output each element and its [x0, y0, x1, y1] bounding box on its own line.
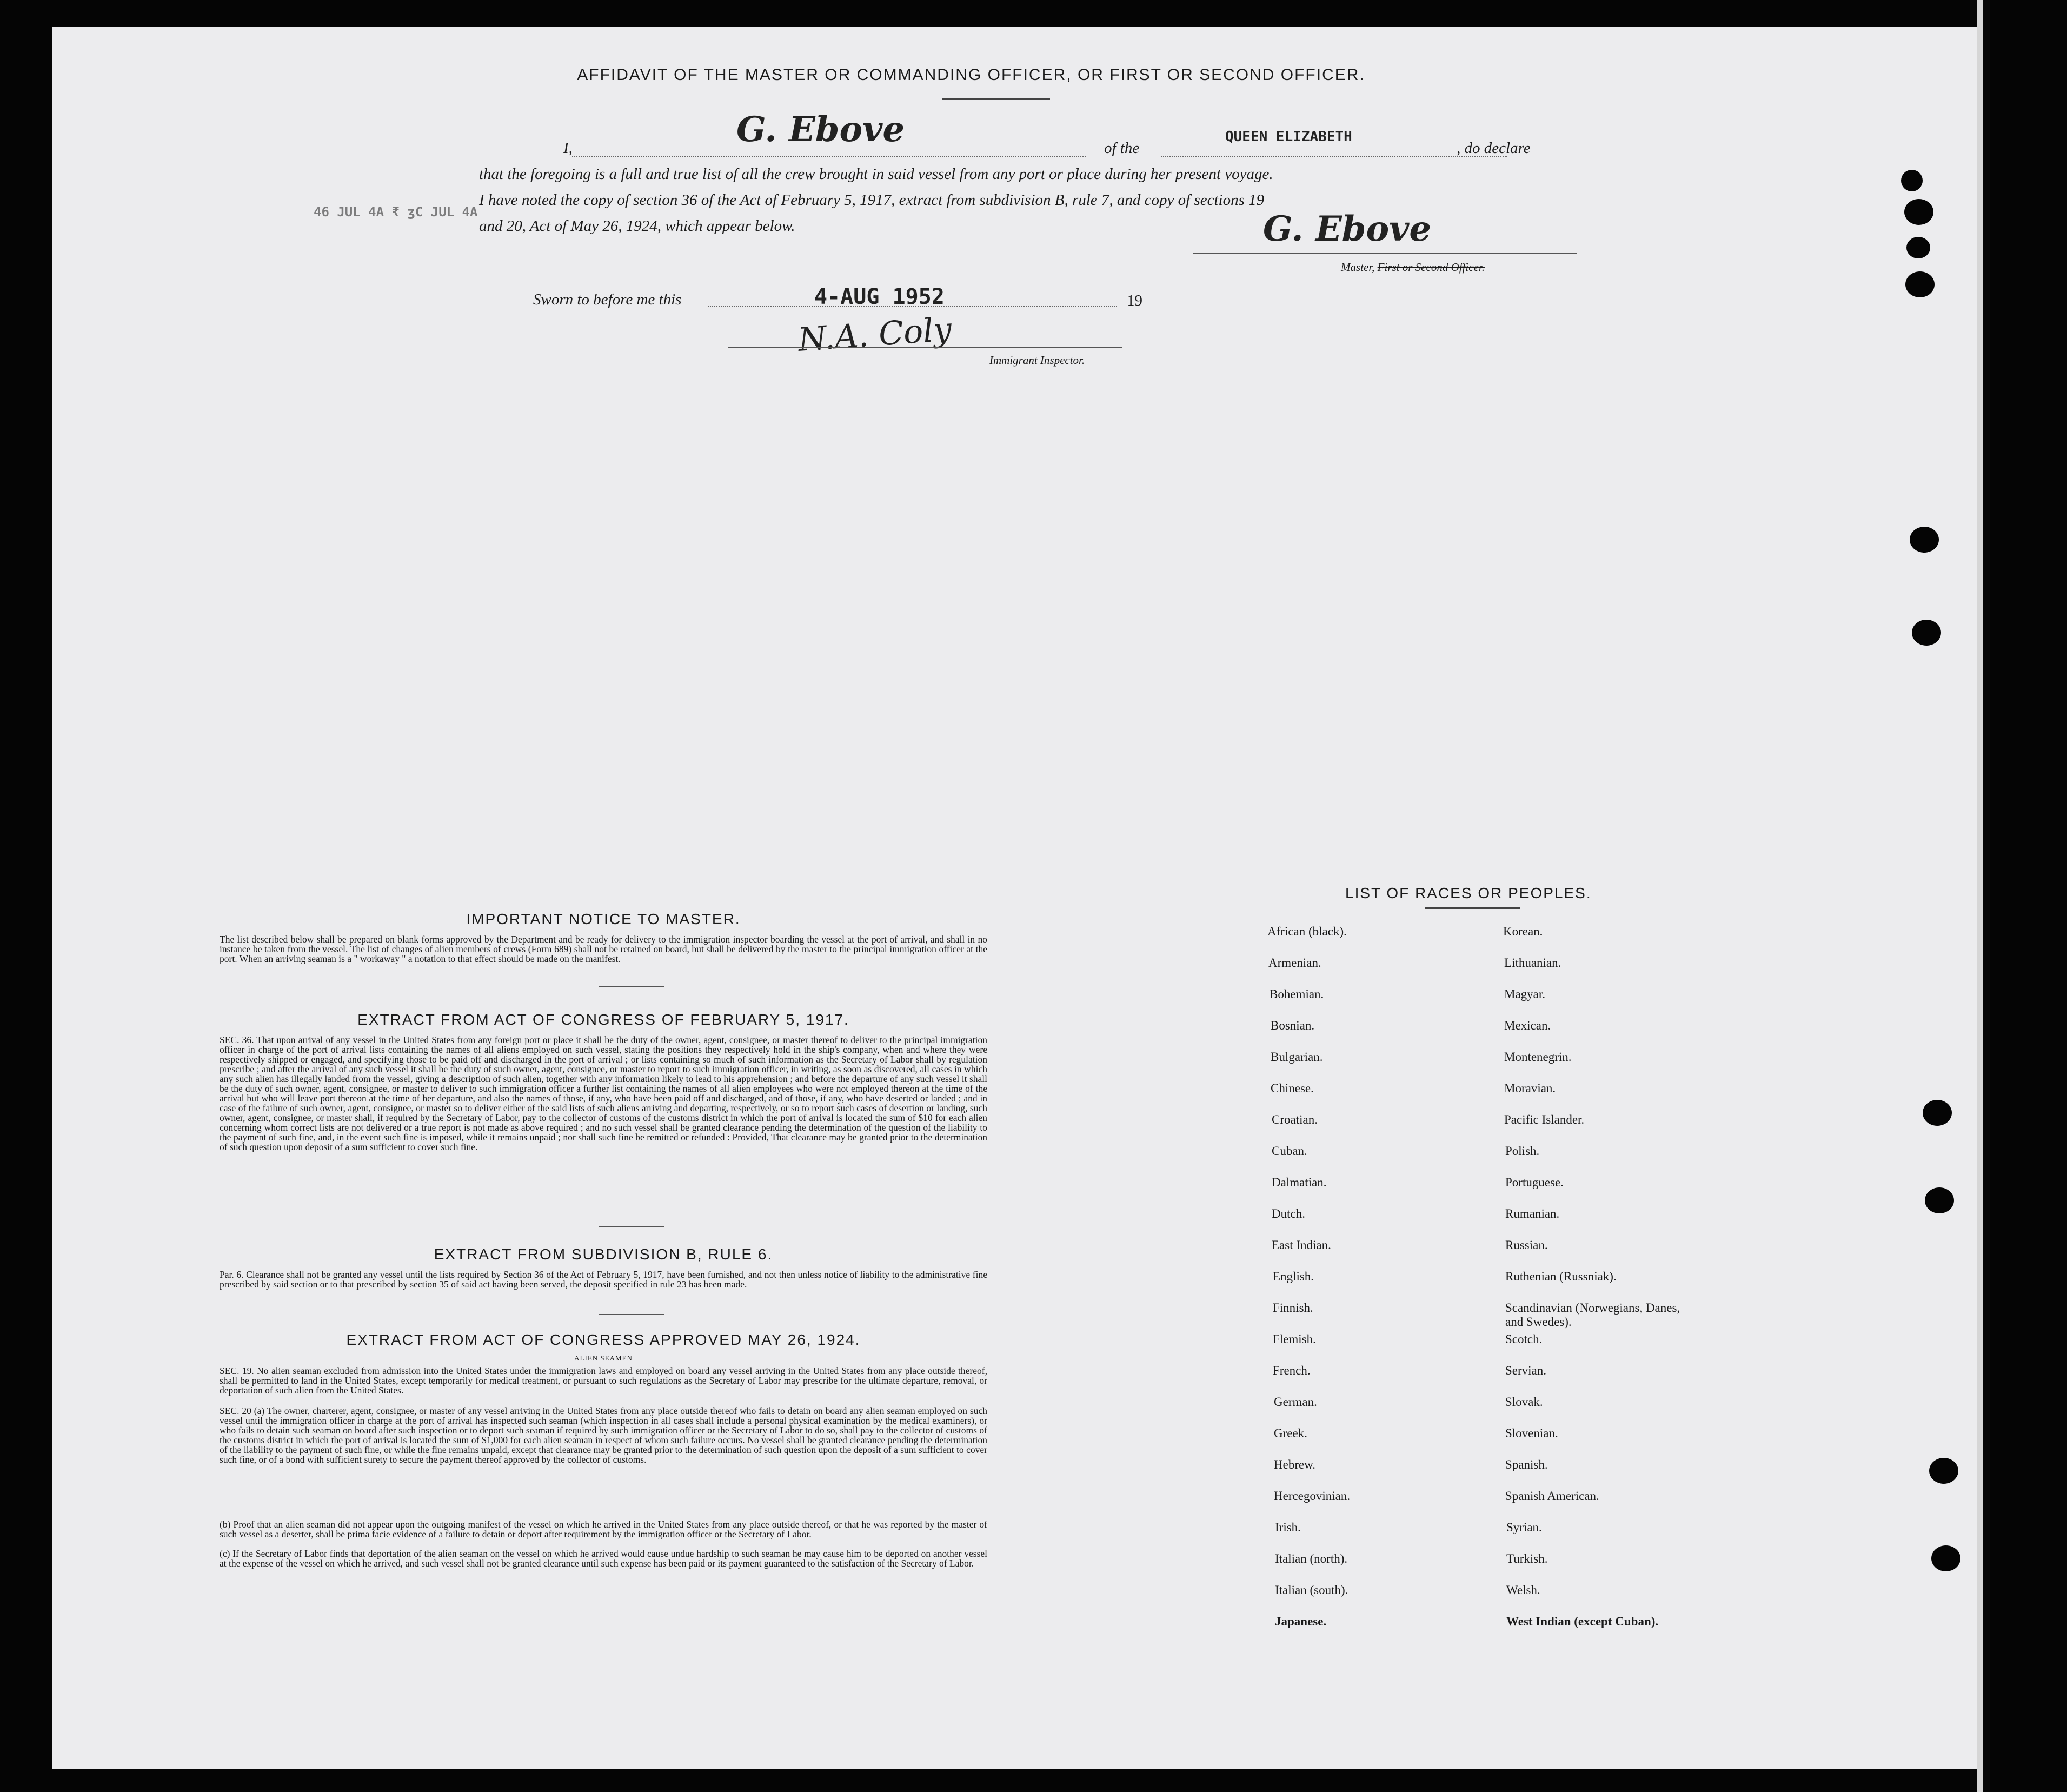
races-title-rule: [1425, 907, 1520, 909]
name-underline: [572, 156, 1086, 157]
race-item: Moravian.: [1504, 1081, 1556, 1095]
race-item: Pacific Islander.: [1504, 1113, 1585, 1126]
faint-received-stamp: 46 JUL 4A ₹ ʒC JUL 4A: [314, 204, 478, 220]
race-item: African (black).: [1267, 925, 1347, 938]
race-item: Armenian.: [1268, 956, 1321, 970]
race-item: Croatian.: [1272, 1113, 1318, 1126]
race-item: Syrian.: [1506, 1521, 1542, 1534]
punch-hole: [1906, 237, 1930, 258]
race-item: Dalmatian.: [1272, 1176, 1327, 1189]
punch-hole: [1905, 271, 1935, 297]
subdivision-b-rule: [599, 1314, 664, 1315]
inspector-signature: N.A. Coly: [796, 310, 953, 359]
notice-body: The list described below shall be prepared on blank forms approved by the Department and be ready for delivery to the immigration inspector boarding the vessel at the port of arrival, and shall in no instance be taken from the vessel. The list of changes of alien members of crews (Form 689) shall not be retained on board, but shall be delivered by the master to the principal immigration officer at the port. When an arriving seaman is a " workaway " a notation to that effect should be made on the manifest.: [220, 934, 987, 964]
race-item: Italian (north).: [1275, 1552, 1348, 1565]
punch-hole: [1901, 170, 1923, 191]
race-item: Russian.: [1505, 1238, 1548, 1252]
extract-1924-title: EXTRACT FROM ACT OF CONGRESS APPROVED MAY 26, 1924.: [346, 1331, 861, 1348]
race-item: Rumanian.: [1505, 1207, 1560, 1220]
race-item: Bohemian.: [1270, 987, 1324, 1001]
race-item: Servian.: [1505, 1364, 1547, 1377]
race-item: Slovenian.: [1505, 1426, 1558, 1440]
master-signature-line: [1193, 253, 1577, 254]
scan-edge: [1977, 0, 1983, 1792]
master-label: [1341, 261, 1485, 274]
declaration-line-4: and 20, Act of May 26, 1924, which appear below.: [479, 217, 795, 235]
race-item: Scandinavian (Norwegians, Danes, and Swedes).: [1505, 1301, 1680, 1329]
race-item: Slovak.: [1505, 1395, 1543, 1409]
year-label: 19: [1127, 292, 1142, 309]
race-item: Korean.: [1503, 925, 1543, 938]
title-rule: [942, 98, 1050, 100]
race-item: Hercegovinian.: [1274, 1489, 1351, 1503]
race-item: Turkish.: [1506, 1552, 1548, 1565]
race-item: Greek.: [1274, 1426, 1307, 1440]
affidavit-title: AFFIDAVIT OF THE MASTER OR COMMANDING OFFICER, OR FIRST OR SECOND OFFICER.: [577, 66, 1365, 84]
master-label-text: Master,: [1341, 261, 1375, 274]
declaration-line-2: that the foregoing is a full and true list of all the crew brought in said vessel from any port or place during her present voyage.: [479, 165, 1273, 183]
race-item: Finnish.: [1273, 1301, 1313, 1315]
extract-1924-sec20b: (b) Proof that an alien seaman did not appear upon the outgoing manifest of the vessel on which he arrived in the United States from any place outside thereof, or that he was reported by the master of such vessel as a deserter, shall be prima facie evidence of a failure to detain or deport after requirement by the immigration officer or the Secretary of Labor.: [220, 1519, 987, 1539]
races-title: LIST OF RACES OR PEOPLES.: [1345, 885, 1592, 901]
race-item: Spanish.: [1505, 1458, 1548, 1471]
race-item: Magyar.: [1504, 987, 1546, 1001]
punch-hole: [1931, 1545, 1960, 1571]
notice-rule: [599, 986, 664, 987]
race-item: East Indian.: [1272, 1238, 1331, 1252]
race-item: Montenegrin.: [1504, 1050, 1572, 1064]
race-item: Ruthenian (Russniak).: [1505, 1270, 1617, 1283]
punch-hole: [1929, 1458, 1958, 1484]
race-item: Irish.: [1275, 1521, 1301, 1534]
declaration-line-3: I have noted the copy of section 36 of the Act of February 5, 1917, extract from subdivision B, rule 7, and copy of sections 19: [479, 191, 1265, 209]
punch-hole: [1925, 1187, 1954, 1213]
extract-1917-title: EXTRACT FROM ACT OF CONGRESS OF FEBRUARY 5, 1917.: [357, 1011, 849, 1028]
race-item: Portuguese.: [1505, 1176, 1564, 1189]
inspector-signature-line: [728, 347, 1122, 348]
notice-title: IMPORTANT NOTICE TO MASTER.: [466, 911, 741, 927]
punch-hole: [1910, 527, 1939, 553]
extract-1924-subtitle: ALIEN SEAMEN: [574, 1354, 633, 1362]
punch-hole: [1904, 199, 1933, 225]
race-item: Flemish.: [1273, 1332, 1316, 1346]
punch-hole: [1923, 1100, 1952, 1126]
race-item: Hebrew.: [1274, 1458, 1316, 1471]
race-item: English.: [1273, 1270, 1314, 1283]
race-item: Welsh.: [1506, 1583, 1540, 1597]
vessel-name: QUEEN ELIZABETH: [1225, 129, 1352, 145]
punch-hole: [1912, 620, 1941, 646]
race-item: Dutch.: [1272, 1207, 1305, 1220]
do-declare-label: , do declare: [1457, 140, 1531, 157]
extract-1924-sec20c: (c) If the Secretary of Labor finds that deportation of the alien seaman on the vessel on which he arrived would cause undue hardship to such seaman he may cause him to be deported on another vessel at the expense of the vessel on which he arrived, and such vessel shall not be granted clearance until such expense has been paid or its payment guaranteed to the satisfaction of the Secretary of Labor.: [220, 1548, 987, 1569]
sworn-date-stamp: 4-AUG 1952: [814, 284, 945, 309]
sworn-label: Sworn to before me this: [533, 291, 682, 308]
master-signature: G. Ebove: [1263, 209, 1432, 249]
race-item: German.: [1274, 1395, 1317, 1409]
extract-1924-sec20a: SEC. 20 (a) The owner, charterer, agent, consignee, or master of any vessel arriving in the United States from any place outside thereof who fails to detain on board any alien seaman employed on such vessel until the immigration officer in charge at the port of arrival has inspected such seaman (which inspection in all cases shall include a personal physical examination by the medical examiners), or who fails to detain such seaman on board after such inspection or to deport such seaman if required by such immigration officer or the Secretary of Labor to do so, shall pay to the collector of customs of the customs district in which the port of arrival is located the sum of $1,000 for each alien seaman in respect of whom such failure occurs. No vessel shall be granted clearance pending the determination of the liability to the payment of such fine, or while the fine remains unpaid, except that clearance may be granted prior to the determination of such question upon the deposit of a sum sufficient to cover such fine, or of a bond with sufficient surety to secure the payment thereof approved by the collector of customs.: [220, 1405, 987, 1465]
race-item: Polish.: [1505, 1144, 1540, 1158]
race-item: Japanese.: [1275, 1615, 1327, 1628]
race-item: Chinese.: [1271, 1081, 1314, 1095]
inspector-label: Immigrant Inspector.: [989, 354, 1085, 367]
master-label-struck: First or Second Officer.: [1377, 261, 1485, 274]
race-item: Scotch.: [1505, 1332, 1543, 1346]
race-item: West Indian (except Cuban).: [1506, 1615, 1659, 1628]
extract-1917-rule: [599, 1226, 664, 1227]
i-label: I,: [563, 140, 573, 157]
subdivision-b-title: EXTRACT FROM SUBDIVISION B, RULE 6.: [434, 1246, 773, 1263]
race-item: Italian (south).: [1275, 1583, 1348, 1597]
document-page: [52, 27, 1977, 1769]
extract-1917-body: SEC. 36. That upon arrival of any vessel in the United States from any foreign port or place it shall be the duty of the owner, agent, consignee, or master thereof to deliver to the principal immigration officer in charge of the port of arrival lists containing the names of all aliens employed on such vessel, stating the positions they respectively hold in the ship's company, when and where they were respectively shipped or engaged, and specifying those to be paid off and discharged in the port of arrival ; or lists containing so much of such information as the Secretary of Labor shall by regulation prescribe ; and after the arrival of any such vessel it shall be the duty of such owner, agent, consignee, or master to report to such immigration officer, in writing, as soon as discovered, all cases in which any such alien has illegally landed from the vessel, giving a description of such alien, together with any information likely to lead to his apprehension ; and before the departure of any such vessel it shall be the duty of such owner, agent, consignee, or master to deliver to such immigration officer a further list containing the names of all alien employees who were not employed thereon at the time of the arrival but who will leave port thereon at the time of her departure, and also the names of those, if any, who have been paid off and discharged, and of those, if any, who have deserted or landed ; and in case of the failure of such owner, agent, consignee, or master so to deliver either of the said lists of such aliens arriving and departing, respectively, or so to report such cases of desertion or landing, such owner, agent, consignee, or master shall, if required by the Secretary of Labor, pay to the collector of customs of the customs district in which the port of arrival is located the sum of $10 for each alien concerning whom correct lists are not delivered or a true report is not made as above required ; and no such vessel shall be granted clearance pending the determination of the question of the liability to the payment of such fine, and, in the event such fine is imposed, while it remains unpaid ; nor shall such fine be remitted or refunded : Provided, That clearance may be granted prior to the determination of such question upon deposit of a sum sufficient to cover such fine.: [220, 1034, 987, 1152]
race-item: Bulgarian.: [1271, 1050, 1323, 1064]
race-item: Spanish American.: [1505, 1489, 1599, 1503]
race-item: Bosnian.: [1271, 1019, 1315, 1032]
race-item: French.: [1273, 1364, 1311, 1377]
race-item: Cuban.: [1272, 1144, 1307, 1158]
vessel-underline: [1161, 156, 1507, 157]
declarant-signature: G. Ebove: [736, 109, 905, 150]
subdivision-b-body: Par. 6. Clearance shall not be granted any vessel until the lists required by Section 36 of the Act of February 5, 1917, have been furnished, and not then unless notice of liability to the administrative fine prescribed by said section or to that prescribed by section 35 of said act having been served, the deposit specified in rule 23 has been made.: [220, 1269, 987, 1290]
race-item: Lithuanian.: [1504, 956, 1561, 970]
extract-1924-sec19: SEC. 19. No alien seaman excluded from admission into the United States under the immigration laws and employed on board any vessel arriving in the United States from any place outside thereof, shall be permitted to land in the United States, except temporarily for medical treatment, or pursuant to such regulations as the Secretary of Labor may prescribe for the ultimate departure, removal, or deportation of such alien from the United States.: [220, 1365, 987, 1396]
of-the-label: of the: [1104, 140, 1140, 157]
race-item: Mexican.: [1504, 1019, 1551, 1032]
